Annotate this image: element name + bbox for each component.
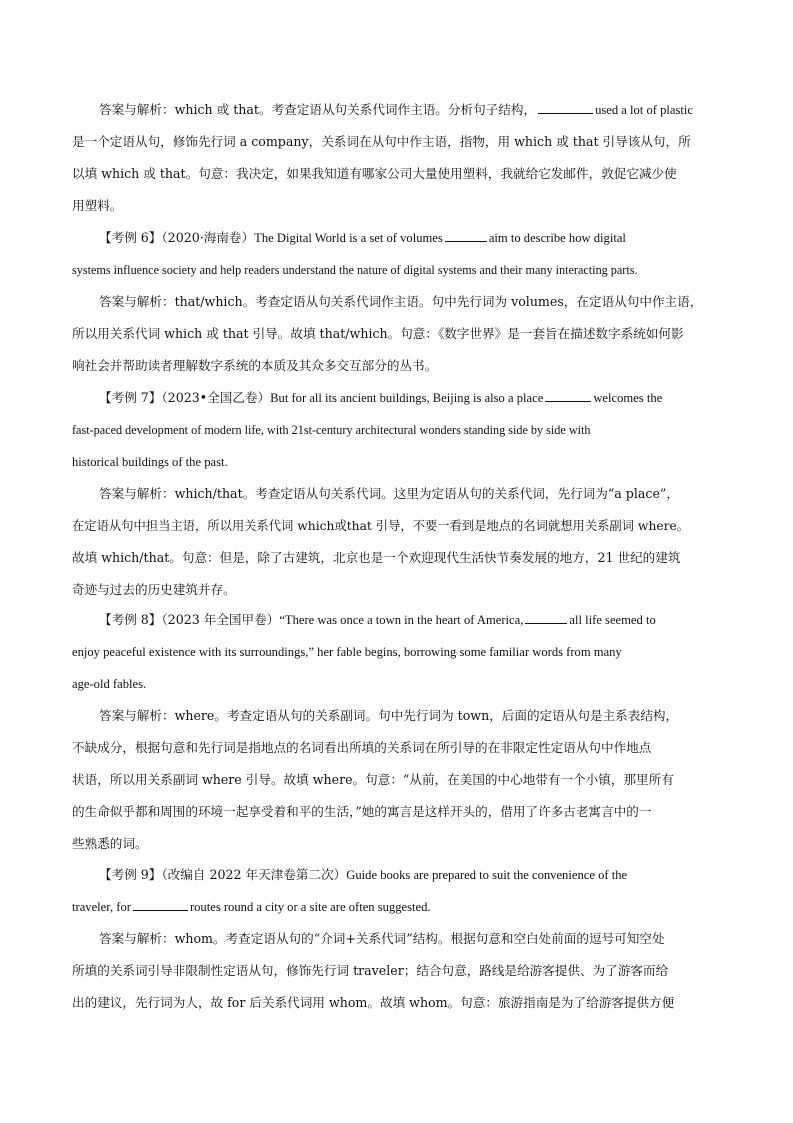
example-question-line: fast-paced development of modern life, with 21st-century architectural wonders standing side by side with <box>72 423 591 437</box>
answer-line: 状语，所以用关系副词 where 引导。故填 where。句意：“从前，在美国的中心地带有一个小镇，那里所有 <box>72 772 674 787</box>
answer-line: 用塑料。 <box>72 198 123 213</box>
fill-blank <box>545 389 591 402</box>
example-question-line: enjoy peaceful existence with its surroundings,” her fable begins, borrowing some familiar words from many <box>72 645 622 659</box>
answer-line: 以填 which 或 that。句意：我决定，如果我知道有哪家公司大量使用塑料，我就给它发邮件，敦促它减少使 <box>72 166 677 181</box>
answer-line: 响社会并帮助读者理解数字系统的本质及其众多交互部分的丛书。 <box>72 358 438 373</box>
example-question-line: systems influence society and help readers understand the nature of digital systems and their many interacting parts. <box>72 263 638 277</box>
answer-line: 故填 which/that。句意：但是，除了古建筑，北京也是一个欢迎现代生活快节奏发展的地方，21 世纪的建筑 <box>72 550 681 565</box>
answer-line: 是一个定语从句，修饰先行词 a company，关系词在从句中作主语，指物，用 which 或 that 引导该从句，所 <box>72 134 691 149</box>
answer-line: 答案与解析：which/that。考查定语从句关系代词。这里为定语从句的关系代词，先行词为“a place”， <box>99 486 679 501</box>
example-label: 【考例 9】（改编自 2022 年天津卷第二次） <box>99 867 347 882</box>
example-question-line: historical buildings of the past. <box>72 455 228 469</box>
answer-line: 不缺成分，根据句意和先行词是指地点的名词看出所填的关系词在所引导的在非限定性定语从句中作地点 <box>72 740 652 755</box>
answer-line: 所填的关系词引导非限制性定语从句，修饰先行词 traveler；结合句意，路线是给游客提供、为了游客而给 <box>72 963 669 978</box>
fill-blank <box>445 229 487 242</box>
fill-blank <box>133 898 188 911</box>
example-question-line: 【考例 6】（2020·海南卷）The Digital World is a set of volumes aim to describe how digital <box>99 230 626 245</box>
fill-blank <box>538 101 593 114</box>
example-question-line: 【考例 8】（2023 年全国甲卷）“There was once a town in the heart of America, all life seemed to <box>99 612 656 627</box>
example-label: 【考例 7】（2023•全国乙卷） <box>99 390 271 405</box>
answer-line: 出的建议，先行词为人，故 for 后关系代词用 whom。故填 whom。句意：旅游指南是为了给游客提供方便 <box>72 995 675 1010</box>
answer-line: 答案与解析：that/which。考查定语从句关系代词作主语。句中先行词为 volumes，在定语从句中作主语， <box>99 294 703 309</box>
answer-line: 所以用关系代词 which 或 that 引导。故填 that/which。句意：《数字世界》是一套旨在描述数字系统如何影 <box>72 326 684 341</box>
answer-line: 答案与解析：which 或 that。考查定语从句关系代词作主语。分析句子结构， used a lot of plastic <box>99 102 693 117</box>
answer-line: 的生命似乎都和周围的环境一起享受着和平的生活，”她的寓言是这样开头的，借用了许多古老寓言中的一 <box>72 804 652 819</box>
answer-line: 答案与解析：whom。考查定语从句的“介词+关系代词”结构。根据句意和空白处前面的逗号可知空处 <box>99 931 665 946</box>
example-question-line: age-old fables. <box>72 677 147 691</box>
example-question-line: 【考例 9】（改编自 2022 年天津卷第二次）Guide books are prepared to suit the convenience of the <box>99 867 628 882</box>
fill-blank <box>525 611 567 624</box>
answer-line: 些熟悉的词。 <box>72 836 148 851</box>
answer-line: 奇迹与过去的历史建筑并存。 <box>72 582 236 597</box>
example-question-line: traveler, for routes round a city or a site are often suggested. <box>72 900 431 914</box>
example-question-line: 【考例 7】（2023•全国乙卷）But for all its ancient buildings, Beijing is also a place welcomes the <box>99 390 663 405</box>
example-label: 【考例 6】（2020·海南卷） <box>99 230 255 245</box>
answer-line: 在定语从句中担当主语，所以用关系代词 which或that 引导，不要一看到是地点的名词就想用关系副词 where。 <box>72 519 690 533</box>
example-label: 【考例 8】（2023 年全国甲卷） <box>99 612 280 627</box>
answer-line: 答案与解析：where。考查定语从句的关系副词。句中先行词为 town，后面的定语从句是主系表结构， <box>99 708 679 723</box>
